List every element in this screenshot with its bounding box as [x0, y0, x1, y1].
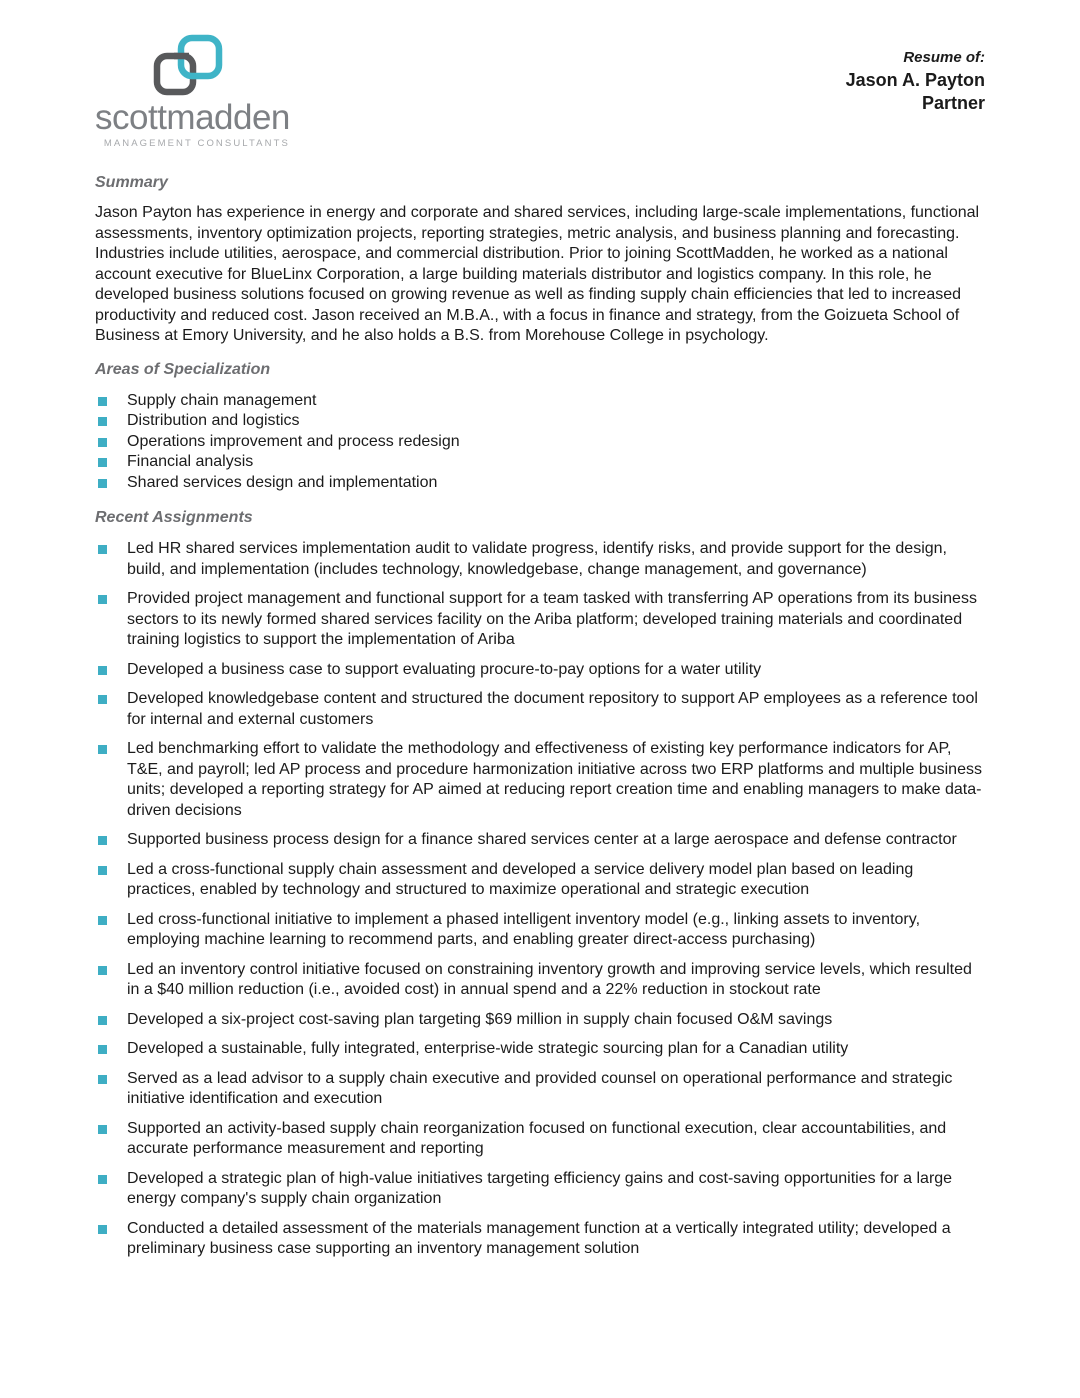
bullet-item-text: Developed knowledgebase content and structured the document repository to support AP employees as a reference tool for internal and external customers — [127, 690, 978, 728]
bullet-square-icon — [98, 545, 107, 554]
list-item — [95, 960, 985, 1001]
bullet-item-text: Developed a six-project cost-saving plan targeting $69 million in supply chain focused O&M savings — [127, 1010, 833, 1028]
list-item — [95, 660, 985, 681]
bullet-item-text: Led benchmarking effort to validate the methodology and effectiveness of existing key performance indicators for AP, T&E, and payroll; led AP process and procedure harmonization initiative across two ERP platforms and multiple business units; developed a reporting strategy for AP aimed at reducing report creation time and enabling managers to make data-driven decisions — [127, 740, 982, 819]
areas-of-specialization-heading: Areas of Specialization — [95, 360, 271, 378]
bullet-item-text: Distribution and logistics — [127, 412, 300, 429]
bullet-square-icon — [98, 916, 107, 925]
bullet-square-icon — [98, 438, 107, 447]
list-item — [95, 452, 985, 473]
list-item — [95, 689, 985, 730]
person-title: Partner — [921, 93, 985, 113]
areas-of-specialization-list — [95, 391, 985, 494]
bullet-square-icon — [98, 1016, 107, 1025]
bullet-item-text: Supported an activity-based supply chain reorganization focused on functional execution, clear accountabilities, and accurate performance measurement and reporting — [127, 1119, 947, 1157]
bullet-item-text: Developed a sustainable, fully integrated, enterprise-wide strategic sourcing plan for a Canadian utility — [127, 1040, 849, 1057]
list-item — [95, 539, 985, 580]
recent-assignments-list — [95, 539, 985, 1260]
list-item — [95, 411, 985, 432]
bullet-item-text: Served as a lead advisor to a supply chain executive and provided counsel on operational performance and strategic initiative identification and execution — [127, 1069, 953, 1107]
logo-tagline: MANAGEMENT CONSULTANTS — [103, 138, 290, 149]
bullet-item-text: Shared services design and implementation — [127, 473, 438, 491]
list-item — [95, 1039, 985, 1060]
bullet-item-text: Provided project management and functional support for a team tasked with transferring AP operations from its business sectors to its newly formed shared services facility on the Ariba platform; developed training materials and coordinated training logistics to support the implementation of Ariba — [127, 590, 977, 648]
bullet-item-text: Supply chain management — [127, 391, 317, 409]
scottmadden-logo — [95, 34, 290, 149]
list-item — [95, 860, 985, 901]
list-item — [95, 1169, 985, 1210]
bullet-square-icon — [98, 866, 107, 875]
bullet-square-icon — [98, 479, 107, 488]
list-item — [95, 1069, 985, 1110]
bullet-square-icon — [98, 417, 107, 426]
resume-header — [846, 34, 985, 115]
bullet-item-text: Operations improvement and process redesign — [127, 432, 460, 450]
bullet-item-text: Conducted a detailed assessment of the materials management function at a vertically integrated utility; developed a preliminary business case supporting an inventory management solution — [127, 1219, 951, 1257]
list-item — [95, 473, 985, 494]
bullet-item-text: Led an inventory control initiative focused on constraining inventory growth and improving service levels, which resulted in a $40 million reduction (i.e., avoided cost) in annual spend and a 22% reduction in stockout rate — [127, 960, 972, 998]
list-item — [95, 1219, 985, 1260]
bullet-square-icon — [98, 1045, 107, 1054]
logo-wordmark: scottmadden — [95, 98, 290, 137]
bullet-square-icon — [98, 836, 107, 845]
bullet-item-text: Led a cross-functional supply chain assessment and developed a service delivery model plan based on leading practices, enabled by technology and structured to maximize operational and strategic execution — [127, 860, 914, 898]
bullet-square-icon — [98, 666, 107, 675]
bullet-item-text: Developed a strategic plan of high-value initiatives targeting efficiency gains and cost-saving opportunities for a large energy company's supply chain organization — [127, 1169, 953, 1207]
resume-of-label: Resume of: — [903, 49, 985, 66]
summary-heading: Summary — [95, 174, 168, 191]
person-name: Jason A. Payton — [845, 70, 985, 90]
bullet-item-text: Developed a business case to support evaluating procure-to-pay options for a water utility — [127, 660, 762, 678]
list-item — [95, 1119, 985, 1160]
list-item — [95, 830, 985, 851]
bullet-square-icon — [98, 1225, 107, 1234]
bullet-item-text: Financial analysis — [127, 453, 254, 470]
recent-assignments-heading: Recent Assignments — [95, 509, 253, 526]
bullet-square-icon — [98, 966, 107, 975]
bullet-square-icon — [98, 695, 107, 704]
bullet-square-icon — [98, 1175, 107, 1184]
list-item — [95, 1010, 985, 1031]
list-item — [95, 910, 985, 951]
bullet-square-icon — [98, 595, 107, 604]
bullet-square-icon — [98, 397, 107, 406]
bullet-item-text: Led cross-functional initiative to implement a phased intelligent inventory model (e.g., linking assets to inventory, employing machine learning to recommend parts, and enabling greater direct-access purchasing) — [127, 910, 921, 948]
bullet-square-icon — [98, 458, 107, 467]
bullet-item-text: Supported business process design for a finance shared services center at a large aerospace and defense contractor — [127, 831, 957, 848]
bullet-square-icon — [98, 1125, 107, 1134]
interlocking-squares-icon — [152, 34, 224, 98]
list-item — [95, 739, 985, 821]
summary-paragraph: Jason Payton has experience in energy and corporate and shared services, including large-scale implementations, functional assessments, inventory optimization projects, reporting strategies, metric analysis, and business planning and forecasting. Industries include utilities, aerospace, and commercial distribution. Prior to joining ScottMadden, he worked as a national account executive for BlueLinx Corporation, a large building materials distributor and logistics company. In this role, he developed business solutions focused on growing revenue as well as finding supply chain efficiencies that led to increased productivity and reduced cost. Jason received an M.B.A., with a focus in finance and strategy, from the Goizueta School of Business at Emory University, and he also holds a B.S. from Morehouse College in psychology. — [95, 204, 980, 344]
bullet-item-text: Led HR shared services implementation audit to validate progress, identify risks, and provide support for the design, build, and implementation (includes technology, knowledgebase, change management, and governance) — [127, 540, 947, 578]
bullet-square-icon — [98, 1075, 107, 1084]
list-item — [95, 432, 985, 453]
page-header — [95, 34, 985, 149]
list-item — [95, 589, 985, 651]
bullet-square-icon — [98, 745, 107, 754]
list-item — [95, 391, 985, 412]
